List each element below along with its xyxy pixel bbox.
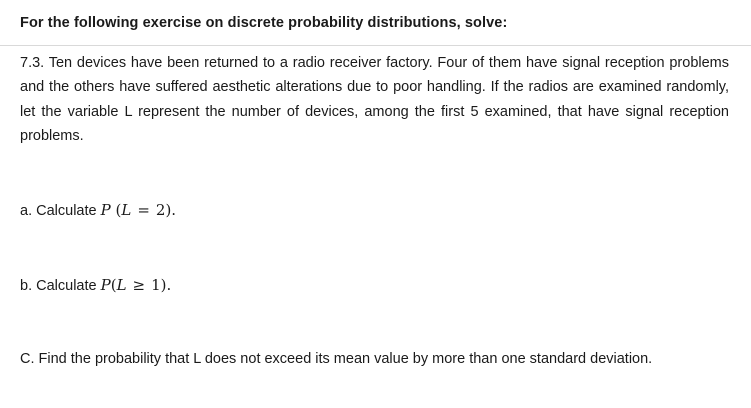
part-a-open: ( <box>115 201 122 219</box>
part-b-var: L <box>116 276 127 294</box>
part-c: C. Find the probability that L does not exceed its mean value by more than one standard deviation. <box>20 351 653 367</box>
problem-statement: 7.3. Ten devices have been returned to a radio receiver factory. Four of them have signal reception problems and the others have suffered aesthetic alterations due to poor handling. If the radios are examined randomly, let the variable L represent the number of devices, among the first 5 examined, that have signal reception problems. <box>20 55 729 144</box>
part-b-value: 1 <box>151 276 161 294</box>
part-b <box>20 273 171 298</box>
part-a-op: = <box>137 201 150 219</box>
part-a-value: 2 <box>155 201 166 219</box>
part-b-p: P <box>100 276 111 294</box>
part-b-open: ( <box>110 276 117 294</box>
part-a-var: L <box>121 201 132 219</box>
heading-section <box>0 0 751 46</box>
part-a <box>20 198 176 223</box>
part-b-prefix: b. Calculate <box>20 278 97 294</box>
part-b-op: ≥ <box>132 276 146 294</box>
part-b-expression <box>101 276 172 294</box>
part-a-close: ). <box>165 201 177 219</box>
instruction-heading: For the following exercise on discrete probability distributions, solve: <box>20 15 508 31</box>
part-a-expression <box>101 201 176 219</box>
part-a-p: P <box>100 201 111 219</box>
part-a-prefix: a. Calculate <box>20 203 97 219</box>
part-b-close: ). <box>160 276 172 294</box>
